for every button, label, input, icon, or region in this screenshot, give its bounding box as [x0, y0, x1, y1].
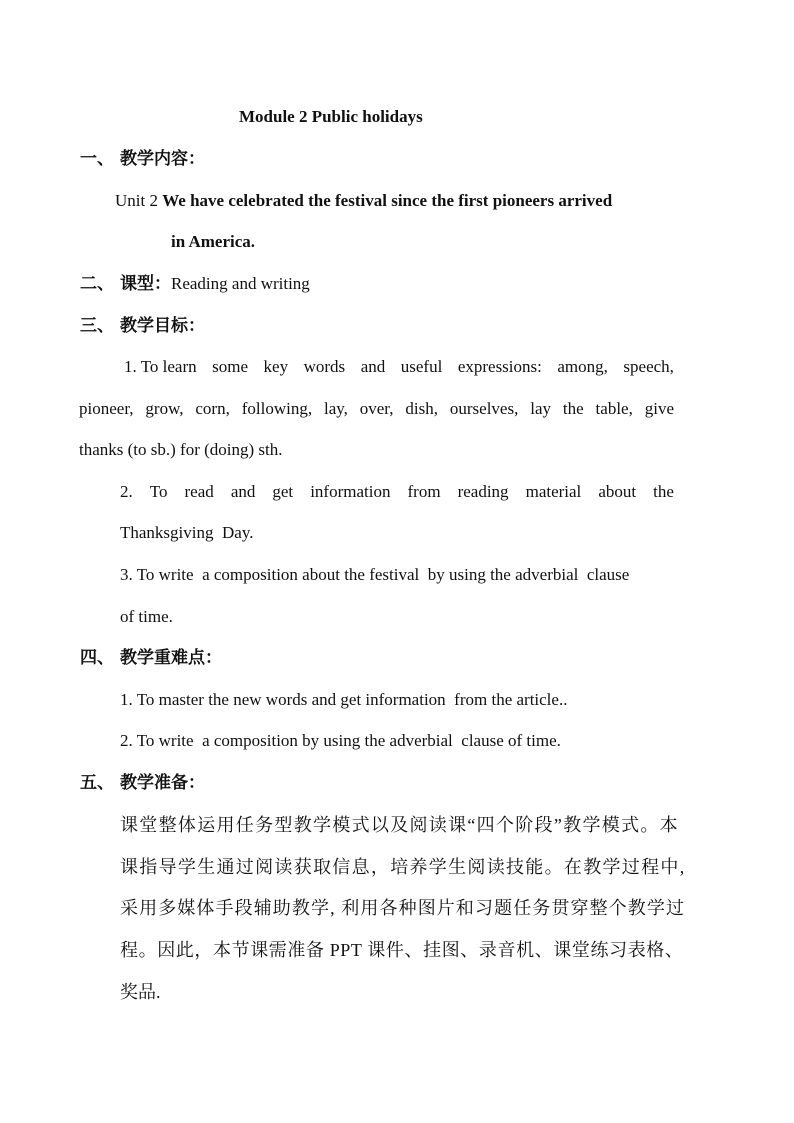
- word: 1. To learn: [124, 357, 197, 376]
- objective-2-line-1: [120, 482, 674, 502]
- preparation-paragraph-line-4: 程。因此，本节课需准备 PPT 课件、挂图、录音机、课堂练习表格、: [120, 940, 684, 960]
- word: table,: [595, 399, 633, 418]
- word: lay: [530, 399, 552, 418]
- word: get: [272, 482, 294, 501]
- word: information: [310, 482, 391, 501]
- word: words: [303, 357, 346, 376]
- section-2-number: 二、: [80, 274, 114, 293]
- word: read: [184, 482, 214, 501]
- word: dish,: [405, 399, 439, 418]
- word: lay,: [323, 399, 348, 418]
- section-1-label: 教学内容：: [120, 149, 205, 168]
- word: corn,: [195, 399, 230, 418]
- objective-2-line-2: Thanksgiving Day.: [120, 523, 254, 542]
- section-2-label: 课型：: [120, 274, 171, 293]
- word: from: [407, 482, 441, 501]
- section-2-heading: [80, 274, 310, 294]
- section-4-number: 四、: [80, 648, 114, 667]
- preparation-paragraph-line-5: 奖品.: [120, 982, 161, 1002]
- word: and: [360, 357, 386, 376]
- section-3-label: 教学目标：: [120, 316, 205, 335]
- word: some: [212, 357, 249, 376]
- objective-3-line-1: 3. To write a composition about the festival by using the adverbial clause: [120, 565, 630, 584]
- section-4-label: 教学重难点：: [120, 648, 222, 667]
- objective-1-line-1: [124, 357, 674, 377]
- word: material: [525, 482, 582, 501]
- word: To: [149, 482, 168, 501]
- word: give: [644, 399, 674, 418]
- objective-1-line-3: thanks (to sb.) for (doing) sth.: [79, 440, 283, 459]
- section-1-number: 一、: [80, 149, 114, 168]
- unit-title-line-1: [115, 191, 612, 211]
- preparation-paragraph-line-1: 课堂整体运用任务型教学模式以及阅读课“四个阶段”教学模式。本: [120, 815, 679, 835]
- document-title: Module 2 Public holidays: [239, 107, 423, 126]
- word: following,: [241, 399, 313, 418]
- section-5-label: 教学准备：: [120, 773, 205, 792]
- section-1-heading: [80, 149, 205, 169]
- unit-title-part-1: We have celebrated the festival since the first pioneers arrived: [162, 191, 613, 210]
- section-5-heading: [80, 773, 205, 793]
- word: speech,: [623, 357, 674, 376]
- word: over,: [359, 399, 394, 418]
- word: the: [653, 482, 674, 501]
- key-point-2: 2. To write a composition by using the adverbial clause of time.: [120, 731, 561, 750]
- word: pioneer,: [79, 399, 134, 418]
- lesson-type-value: Reading and writing: [171, 274, 310, 293]
- unit-title-line-2: in America.: [171, 232, 256, 251]
- preparation-paragraph-line-2: 课指导学生通过阅读获取信息，培养学生阅读技能。在教学过程中,: [120, 857, 686, 877]
- word: key: [263, 357, 289, 376]
- section-5-number: 五、: [80, 773, 114, 792]
- section-3-heading: [80, 316, 205, 336]
- section-3-number: 三、: [80, 316, 114, 335]
- objective-1-line-2: [79, 399, 674, 419]
- word: the: [562, 399, 584, 418]
- preparation-paragraph-line-3: 采用多媒体手段辅助教学, 利用各种图片和习题任务贯穿整个教学过: [120, 898, 686, 918]
- word: useful: [400, 357, 443, 376]
- word: expressions:: [457, 357, 542, 376]
- word: 2.: [120, 482, 133, 501]
- word: among,: [557, 357, 608, 376]
- word: reading: [457, 482, 509, 501]
- objective-3-line-2: of time.: [120, 607, 173, 626]
- word: about: [598, 482, 637, 501]
- key-point-1: 1. To master the new words and get information from the article..: [120, 690, 568, 709]
- word: ourselves,: [449, 399, 519, 418]
- section-4-heading: [80, 648, 222, 668]
- word: grow,: [145, 399, 184, 418]
- unit-prefix: Unit 2: [115, 191, 158, 210]
- word: and: [230, 482, 256, 501]
